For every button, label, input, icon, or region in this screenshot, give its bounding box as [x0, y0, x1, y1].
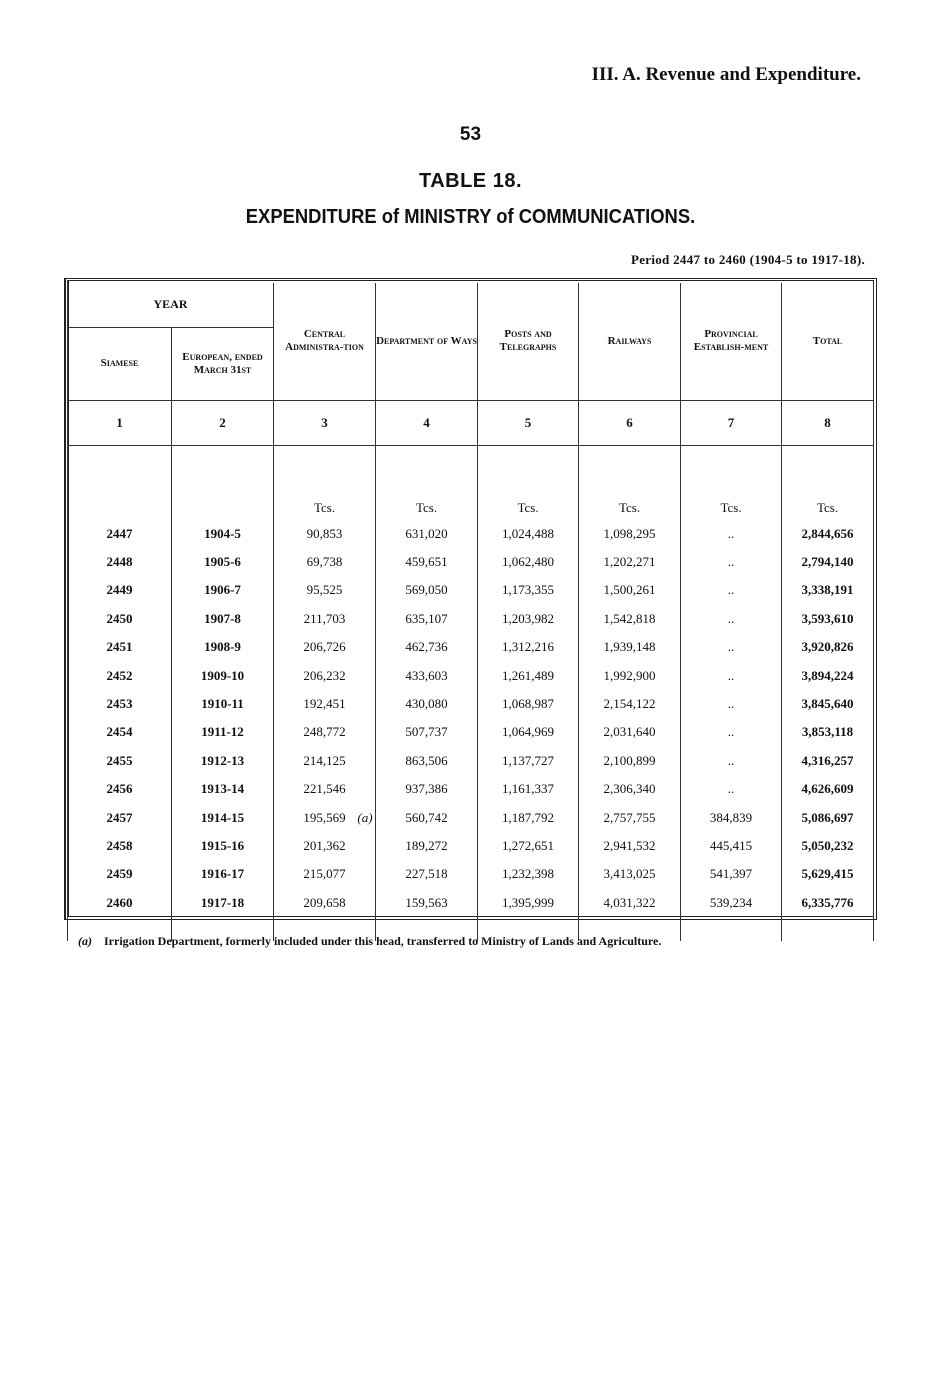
- col-header-central: Central Administra-tion: [274, 283, 376, 400]
- cell-ways: 227,518: [376, 860, 478, 888]
- footnote-text: Irrigation Department, formerly included under this head, transferred to Ministry of Lands and Agriculture.: [104, 934, 662, 948]
- cell-european: 1905-6: [172, 548, 274, 576]
- cell-central: 248,772: [274, 718, 376, 746]
- cell-central: 206,726: [274, 633, 376, 661]
- cell-railways: 1,992,900: [579, 661, 681, 689]
- table-title: TABLE 18.: [418, 170, 523, 192]
- cell-european: 1907-8: [172, 605, 274, 633]
- cell-provincial: ..: [681, 548, 782, 576]
- cell-provincial: ..: [681, 775, 782, 803]
- footnote-reference: (a): [357, 809, 373, 825]
- cell-railways: 1,939,148: [579, 633, 681, 661]
- col-header-railways: Railways: [579, 283, 681, 400]
- cell-posts: 1,137,727: [478, 747, 579, 775]
- cell-railways: 2,100,899: [579, 747, 681, 775]
- section-heading: III. A. Revenue and Expenditure.: [591, 64, 861, 85]
- cell-central: 192,451: [274, 690, 376, 718]
- cell-railways: 2,154,122: [579, 690, 681, 718]
- cell-siamese: 2457: [68, 803, 172, 831]
- cell-posts: 1,187,792: [478, 803, 579, 831]
- cell-value: 560,742: [405, 809, 448, 825]
- cell-siamese: 2449: [68, 576, 172, 604]
- cell-railways: 1,500,261: [579, 576, 681, 604]
- cell-total: 6,335,776: [782, 889, 874, 917]
- cell-siamese: 2458: [68, 832, 172, 860]
- table-row: [68, 889, 874, 917]
- cell-siamese: 2459: [68, 860, 172, 888]
- cell-railways: 2,941,532: [579, 832, 681, 860]
- cell-siamese: 2460: [68, 889, 172, 917]
- cell-total: 4,316,257: [782, 747, 874, 775]
- year-group-header: YEAR: [68, 283, 274, 327]
- cell-european: 1914-15: [172, 803, 274, 831]
- cell-total: 3,845,640: [782, 690, 874, 718]
- table-row: [68, 803, 874, 831]
- cell-posts: 1,024,488: [478, 520, 579, 548]
- cell-siamese: 2448: [68, 548, 172, 576]
- col-header-total: Total: [782, 283, 874, 400]
- cell-posts: 1,068,987: [478, 690, 579, 718]
- unit-label: Tcs.: [681, 445, 782, 520]
- cell-ways: 159,563: [376, 889, 478, 917]
- spacer-cell: [681, 917, 782, 941]
- cell-posts: 1,395,999: [478, 889, 579, 917]
- cell-siamese: 2453: [68, 690, 172, 718]
- cell-provincial: ..: [681, 520, 782, 548]
- col-number: 6: [579, 400, 681, 445]
- table-row: [68, 747, 874, 775]
- cell-central: 221,546: [274, 775, 376, 803]
- cell-siamese: 2456: [68, 775, 172, 803]
- cell-total: 3,920,826: [782, 633, 874, 661]
- cell-total: 3,338,191: [782, 576, 874, 604]
- unit-label: [172, 445, 274, 520]
- cell-siamese: 2451: [68, 633, 172, 661]
- cell-posts: 1,203,982: [478, 605, 579, 633]
- cell-european: 1904-5: [172, 520, 274, 548]
- cell-provincial: ..: [681, 690, 782, 718]
- unit-label: Tcs.: [376, 445, 478, 520]
- col-number: 1: [68, 400, 172, 445]
- cell-central: 201,362: [274, 832, 376, 860]
- cell-ways: 635,107: [376, 605, 478, 633]
- cell-total: 3,894,224: [782, 661, 874, 689]
- cell-central: 69,738: [274, 548, 376, 576]
- cell-provincial: 541,397: [681, 860, 782, 888]
- col-header-provincial: Provincial Establish-ment: [681, 283, 782, 400]
- cell-ways: 459,651: [376, 548, 478, 576]
- cell-european: 1911-12: [172, 718, 274, 746]
- cell-provincial: 445,415: [681, 832, 782, 860]
- cell-central: 209,658: [274, 889, 376, 917]
- table-subtitle: EXPENDITURE of MINISTRY of COMMUNICATIONS.: [245, 206, 696, 228]
- cell-total: 5,086,697: [782, 803, 874, 831]
- cell-posts: 1,062,480: [478, 548, 579, 576]
- cell-posts: 1,312,216: [478, 633, 579, 661]
- unit-label: [68, 445, 172, 520]
- cell-ways: 863,506: [376, 747, 478, 775]
- cell-central: 90,853: [274, 520, 376, 548]
- table-row: [68, 520, 874, 548]
- cell-posts: 1,272,651: [478, 832, 579, 860]
- cell-posts: 1,232,398: [478, 860, 579, 888]
- cell-railways: 3,413,025: [579, 860, 681, 888]
- cell-provincial: ..: [681, 718, 782, 746]
- table-row: [68, 832, 874, 860]
- cell-posts: 1,064,969: [478, 718, 579, 746]
- cell-ways: 937,386: [376, 775, 478, 803]
- col-number: 2: [172, 400, 274, 445]
- cell-european: 1908-9: [172, 633, 274, 661]
- unit-label: Tcs.: [579, 445, 681, 520]
- period-caption: Period 2447 to 2460 (1904-5 to 1917-18).: [630, 252, 865, 267]
- col-header-european: European, ended March 31st: [172, 327, 274, 400]
- unit-label: Tcs.: [478, 445, 579, 520]
- table-row: [68, 661, 874, 689]
- cell-railways: 2,757,755: [579, 803, 681, 831]
- col-number: 7: [681, 400, 782, 445]
- table-row: [68, 690, 874, 718]
- cell-central: 215,077: [274, 860, 376, 888]
- cell-railways: 1,202,271: [579, 548, 681, 576]
- cell-ways: [357, 803, 478, 831]
- cell-european: 1916-17: [172, 860, 274, 888]
- cell-ways: 507,737: [376, 718, 478, 746]
- col-number: 5: [478, 400, 579, 445]
- footnote: [78, 934, 661, 949]
- col-header-posts: Posts and Telegraphs: [478, 283, 579, 400]
- cell-total: 4,626,609: [782, 775, 874, 803]
- cell-posts: 1,173,355: [478, 576, 579, 604]
- cell-provincial: ..: [681, 605, 782, 633]
- col-header-ways: Department of Ways: [376, 283, 478, 400]
- footnote-mark: (a): [78, 934, 92, 948]
- cell-siamese: 2450: [68, 605, 172, 633]
- col-number: 4: [376, 400, 478, 445]
- cell-european: 1909-10: [172, 661, 274, 689]
- cell-provincial: ..: [681, 633, 782, 661]
- cell-ways: 189,272: [376, 832, 478, 860]
- cell-railways: 1,542,818: [579, 605, 681, 633]
- cell-european: 1906-7: [172, 576, 274, 604]
- cell-railways: 1,098,295: [579, 520, 681, 548]
- cell-ways: 430,080: [376, 690, 478, 718]
- cell-siamese: 2455: [68, 747, 172, 775]
- table-row: [68, 860, 874, 888]
- spacer-cell: [782, 917, 874, 941]
- cell-ways: 433,603: [376, 661, 478, 689]
- col-number: 3: [274, 400, 376, 445]
- unit-label: Tcs.: [782, 445, 874, 520]
- cell-railways: 4,031,322: [579, 889, 681, 917]
- table-row: [68, 576, 874, 604]
- cell-ways: 462,736: [376, 633, 478, 661]
- table-row: [68, 548, 874, 576]
- col-number: 8: [782, 400, 874, 445]
- cell-total: 5,050,232: [782, 832, 874, 860]
- cell-total: 3,853,118: [782, 718, 874, 746]
- expenditure-table: [67, 283, 874, 941]
- cell-siamese: 2454: [68, 718, 172, 746]
- cell-central: 214,125: [274, 747, 376, 775]
- cell-total: 2,844,656: [782, 520, 874, 548]
- page-number: 53: [459, 124, 482, 145]
- table-row: [68, 605, 874, 633]
- table-row: [68, 718, 874, 746]
- cell-provincial: ..: [681, 661, 782, 689]
- cell-european: 1910-11: [172, 690, 274, 718]
- cell-ways: 631,020: [376, 520, 478, 548]
- cell-provincial: ..: [681, 576, 782, 604]
- cell-central: 211,703: [274, 605, 376, 633]
- cell-central: 206,232: [274, 661, 376, 689]
- cell-european: 1913-14: [172, 775, 274, 803]
- cell-siamese: 2452: [68, 661, 172, 689]
- cell-central: 95,525: [274, 576, 376, 604]
- col-header-siamese: Siamese: [68, 327, 172, 400]
- table-row: [68, 775, 874, 803]
- cell-total: 3,593,610: [782, 605, 874, 633]
- cell-siamese: 2447: [68, 520, 172, 548]
- cell-central: 195,569: [274, 803, 376, 831]
- cell-posts: 1,161,337: [478, 775, 579, 803]
- unit-label: Tcs.: [274, 445, 376, 520]
- cell-provincial: ..: [681, 747, 782, 775]
- cell-posts: 1,261,489: [478, 661, 579, 689]
- table-row: [68, 633, 874, 661]
- cell-european: 1915-16: [172, 832, 274, 860]
- cell-provincial: 384,839: [681, 803, 782, 831]
- cell-railways: 2,031,640: [579, 718, 681, 746]
- cell-european: 1917-18: [172, 889, 274, 917]
- cell-railways: 2,306,340: [579, 775, 681, 803]
- cell-total: 2,794,140: [782, 548, 874, 576]
- cell-ways: 569,050: [376, 576, 478, 604]
- cell-european: 1912-13: [172, 747, 274, 775]
- cell-provincial: 539,234: [681, 889, 782, 917]
- cell-total: 5,629,415: [782, 860, 874, 888]
